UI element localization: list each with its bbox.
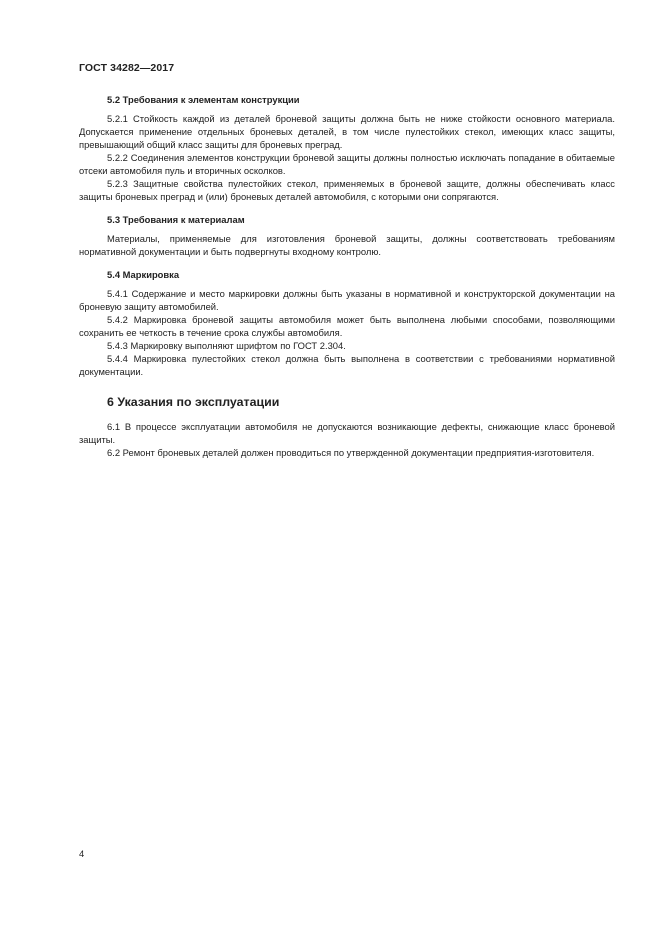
section-5-4: [79, 268, 615, 378]
section-6: [79, 394, 615, 459]
paragraph-6-2: 6.2 Ремонт броневых деталей должен проводиться по утвержденной документации предприятия-изготовителя.: [107, 447, 595, 458]
paragraph-6-1: 6.1 В процессе эксплуатации автомобиля не допускаются возникающие дефекты, снижающие класс броневой защиты.: [79, 421, 615, 445]
paragraph-5-4-1: 5.4.1 Содержание и место маркировки должны быть указаны в нормативной и конструкторской документации на броневую защиту автомобилей.: [79, 288, 615, 312]
section-5-2-heading: 5.2 Требования к элементам конструкции: [107, 94, 300, 105]
paragraph-5-2-1: 5.2.1 Стойкость каждой из деталей броневой защиты должна быть не ниже стойкости основного материала. Допускается применение отдельных броневых деталей, в том числе пулестойких стекол, имеющих класс защиты, превышающий общий класс защиты для броневых преград.: [79, 113, 615, 150]
section-6-heading: 6 Указания по эксплуатации: [107, 395, 280, 409]
paragraph-5-2-2: 5.2.2 Соединения элементов конструкции броневой защиты должны полностью исключать попадание в обитаемые отсеки автомобиля пуль и вторичных осколков.: [79, 152, 615, 176]
section-5-3: [79, 213, 615, 258]
paragraph-5-4-4: 5.4.4 Маркировка пулестойких стекол должна быть выполнена в соответствии с требованиями нормативной документации.: [79, 353, 615, 377]
paragraph-5-2-3: 5.2.3 Защитные свойства пулестойких стекол, применяемых в броневой защите, должны обеспечивать класс защиты броневых преград и (или) броневых деталей автомобиля, с которыми они сопрягаются.: [79, 178, 615, 202]
paragraph-5-4-3: 5.4.3 Маркировку выполняют шрифтом по ГОСТ 2.304.: [107, 340, 346, 351]
section-5-4-heading: 5.4 Маркировка: [107, 269, 180, 280]
page-number: 4: [79, 848, 85, 859]
paragraph-5-4-2: 5.4.2 Маркировка броневой защиты автомобиля может быть выполнена любыми способами, позволяющими сохранить ее четкость в течение срока службы автомобиля.: [79, 314, 615, 338]
document-body: [79, 93, 615, 469]
section-5-3-heading: 5.3 Требования к материалам: [107, 214, 245, 225]
section-5-2: [79, 93, 615, 203]
paragraph-5-3: Материалы, применяемые для изготовления броневой защиты, должны соответствовать требованиям нормативной документации и быть подвергнуты входному контролю.: [79, 233, 615, 257]
document-code-header: ГОСТ 34282—2017: [79, 62, 175, 74]
